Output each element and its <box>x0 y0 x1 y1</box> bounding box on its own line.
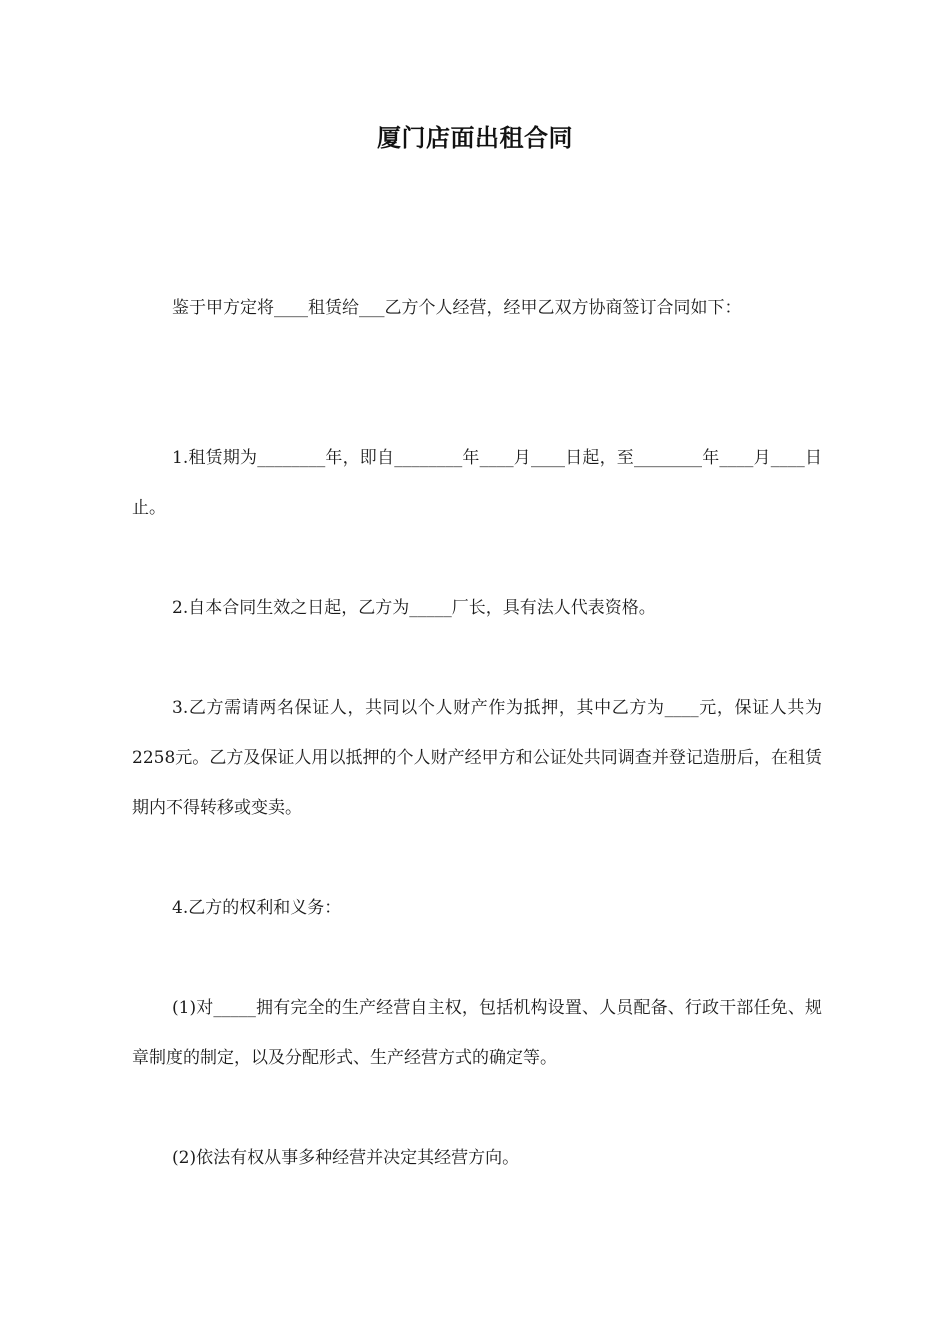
paragraph-clause-2: 2.自本合同生效之日起，乙方为_____厂长，具有法人代表资格。 <box>172 598 656 618</box>
paragraph-intro: 鉴于甲方定将____租赁给___乙方个人经营，经甲乙双方协商签订合同如下： <box>172 298 742 318</box>
document-title: 厦门店面出租合同 <box>377 124 573 152</box>
paragraph-clause-1: 1.租赁期为________年，即自________年____月____日起，至________年____月____日止。 <box>132 448 822 518</box>
paragraph-clause-4-item-2: (2)依法有权从事多种经营并决定其经营方向。 <box>172 1148 520 1168</box>
paragraph-clause-4-item-1: (1)对_____拥有完全的生产经营自主权，包括机构设置、人员配备、行政干部任免、规章制度的制定，以及分配形式、生产经营方式的确定等。 <box>132 998 822 1068</box>
paragraph-clause-3: 3.乙方需请两名保证人，共同以个人财产作为抵押，其中乙方为____元，保证人共为2258元。乙方及保证人用以抵押的个人财产经甲方和公证处共同调查并登记造册后，在租赁期内不得转移或变卖。 <box>132 698 822 818</box>
paragraph-clause-4: 4.乙方的权利和义务： <box>172 898 342 918</box>
